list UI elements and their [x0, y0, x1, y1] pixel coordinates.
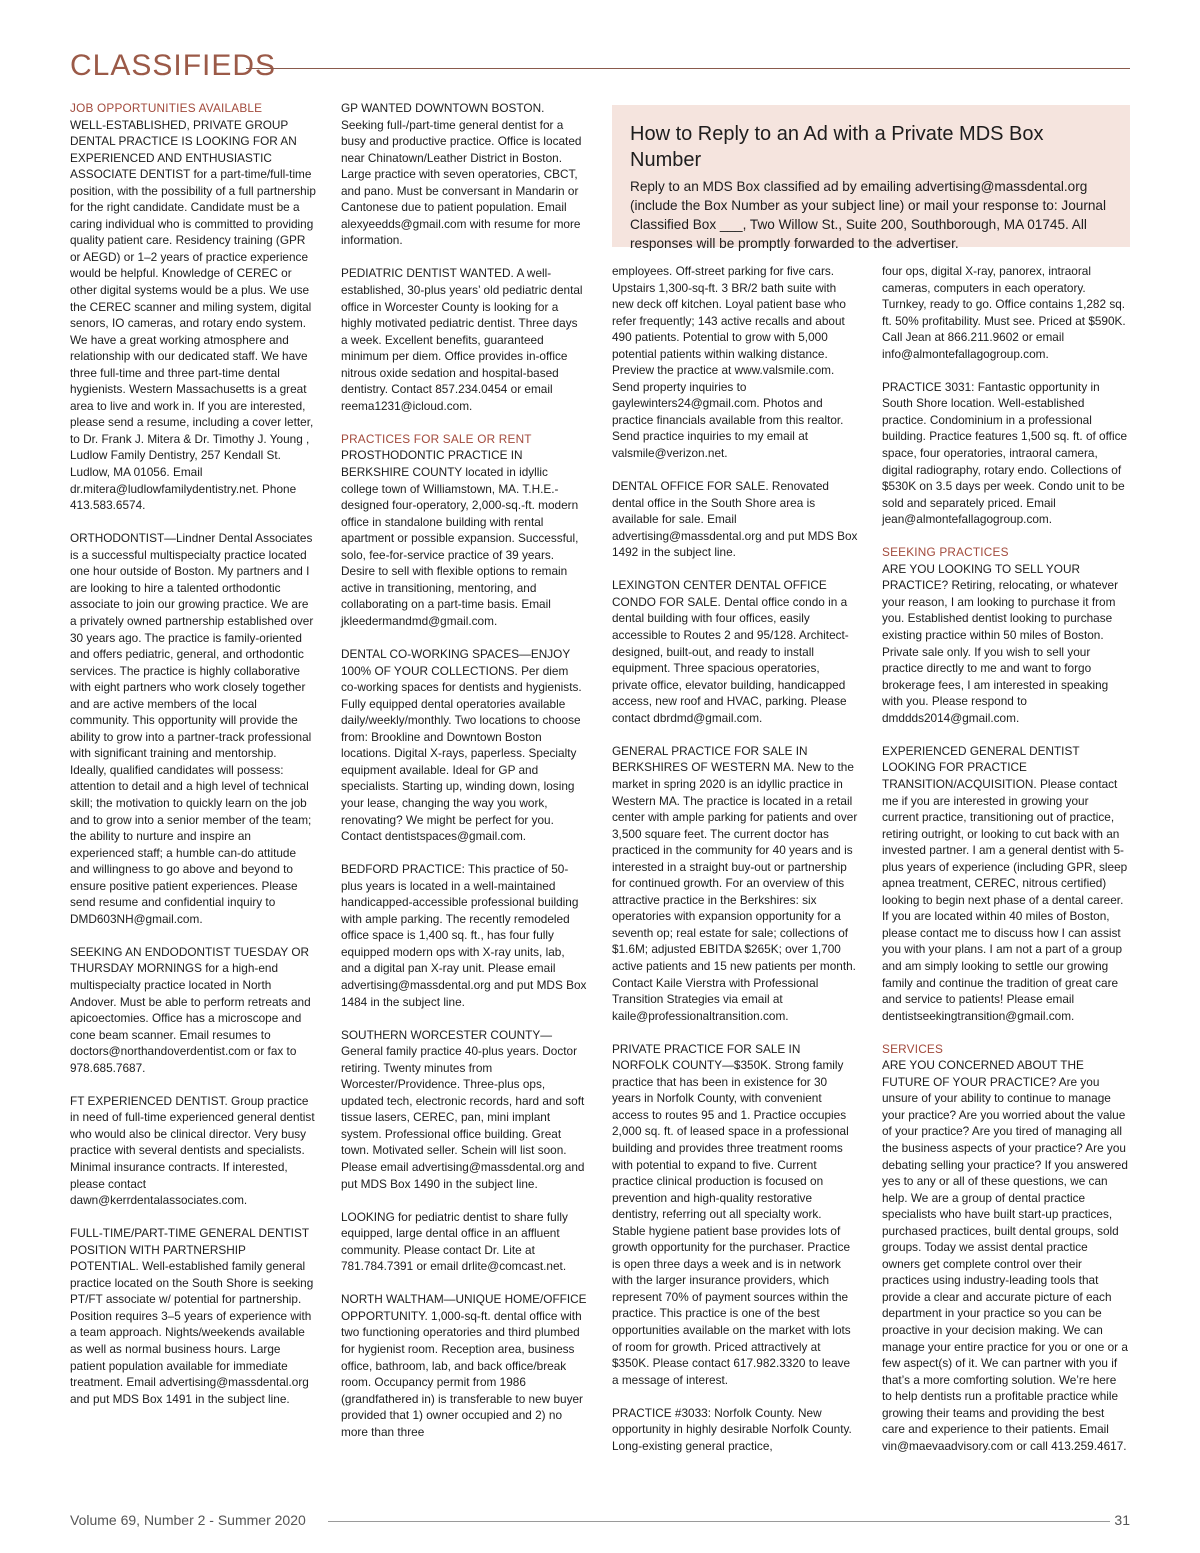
classified-ad: DENTAL OFFICE FOR SALE. Renovated dental office in the South Shore area is available for sale. Email advertising@massdental.org and put MDS Box 1492 in the subject line.	[612, 479, 858, 560]
section-heading: JOB OPPORTUNITIES AVAILABLE	[70, 101, 263, 115]
page-number: 31	[1114, 1512, 1130, 1528]
classified-ad: ARE YOU LOOKING TO SELL YOUR PRACTICE? Retiring, relocating, or whatever your reason, I am looking to purchase it from you. Established dentist looking to purchase existing practice within 50 miles of Boston. Private sale only. If you wish to sell your practice directly to me and want to forgo brokerage fees, I am interested in speaking with you. Please respond to dmddds2014@gmail.com.	[882, 561, 1119, 725]
reply-info-box	[612, 105, 1130, 251]
classified-ad: LOOKING for pediatric dentist to share fully equipped, large dental office in an affluent community. Please contact Dr. Lite at 781.784.7391 or email drlite@comcast.net.	[341, 1209, 568, 1274]
classified-ad: LEXINGTON CENTER DENTAL OFFICE CONDO FOR SALE. Dental office condo in a dental building with four offices, easily accessible to Routes 2 and 95/128. Architect-designed, built-out, and ready to install equipment. Three spacious operatories, private office, elevator building, handicapped access, new roof and HVAC, parking. Please contact dbrdmd@gmail.com.	[612, 578, 849, 725]
classified-ad: four ops, digital X-ray, panorex, intraoral cameras, computers in each operatory. Turnkey, ready to go. Office contains 1,282 sq. ft. 50% profitability. Must see. Priced at $590K. Call Jean at 866.211.9602 or email info@almontefallagogroup.com.	[882, 264, 1126, 361]
section-heading: SEEKING PRACTICES	[882, 545, 1009, 560]
column-3	[612, 263, 858, 1454]
classified-ad: DENTAL CO-WORKING SPACES—ENJOY 100% OF YOUR COLLECTIONS. Per diem co-working spaces for dentists and hygienists. Fully equipped dental operatories available daily/weekly/monthly. Two locations to choose from: Brookline and Downtown Boston locations. Digital X-rays, paperless. Specialty equipment available. Ideal for GP and specialists. Starting up, winding down, losing your lease, changing the way you work, renovating? We might be perfect for you. Contact dentistspaces@gmail.com.	[341, 647, 582, 844]
classified-ad: ARE YOU CONCERNED ABOUT THE FUTURE OF YOUR PRACTICE? Are you unsure of your ability to continue to manage your practice? Are you worried about the value of your practice? Are you tired of managing all the business aspects of your practice? Are you debating selling your practice? If you answered yes to any or all of these questions, we can help. We are a group of dental practice specialists who have built start-up practices, purchased practices, built dental groups, sold groups. Today we assist dental practice owners get complete control over their practices using industry-leading tools that provide a clear and accurate picture of each department in your practice so you can be proactive in your decision making. We can manage your entire practice for you or one or a few aspect(s) of it. We can partner with you if that’s a more comforting solution. We’re here to help dentists run a profitable practice while growing their teams and providing the best care and experience to their patients. Email vin@maevaadvisory.com or call 413.259.4617.	[882, 1058, 1128, 1453]
classified-ad: SOUTHERN WORCESTER COUNTY—General family practice 40-plus years. Doctor retiring. Twenty minutes from Worcester/Providence. Three-plus ops, updated tech, electronic records, hard and soft tissue lasers, CEREC, pan, mini implant system. Professional office building. Great town. Motivated seller. Schein will list soon. Please email advertising@massdental.org and put MDS Box 1490 in the subject line.	[341, 1027, 585, 1191]
classified-ad: BEDFORD PRACTICE: This practice of 50-plus years is located in a well-maintained handicapped-accessible professional building with ample parking. The recently remodeled office space is 1,400 sq. ft., has four fully equipped modern ops with X-ray units, lab, and a digital pan X-ray unit. Please email advertising@massdental.org and put MDS Box 1484 in the subject line.	[341, 862, 587, 1009]
classified-ad: PROSTHODONTIC PRACTICE IN BERKSHIRE COUNTY located in idyllic college town of Williamstown, MA. T.H.E.-designed four-operatory, 2,000-sq.-ft. modern office in standalone building with rental apartment or possible expansion. Successful, solo, fee-for-service practice of 39 years. Desire to sell with flexible options to remain active in transitioning, mentoring, and collaborating on a part-time basis. Email jkleedermandmd@gmail.com.	[341, 448, 579, 628]
header-divider	[246, 68, 1130, 69]
section-heading: SERVICES	[882, 1041, 944, 1056]
page-title: CLASSIFIEDS	[70, 49, 277, 82]
classified-ad: EXPERIENCED GENERAL DENTIST LOOKING FOR PRACTICE TRANSITION/ACQUISITION. Please contact me if you are interested in growing your current practice, transitioning out of practice, retiring outright, or looking to cut back with an invested partner. I am a general dentist with 5-plus years of experience (including GPR, sleep apnea treatment, CEREC, nitrous certified) looking to begin next phase of a dental career. If you are located within 40 miles of Boston, please contact me to discuss how I can assist you with your plans. I am not a part of a group and am simply looking to settle our growing family and continue the tradition of great care and service to patients! Please email dentistseekingtransition@gmail.com.	[882, 743, 1128, 1023]
classified-ad: NORTH WALTHAM—UNIQUE HOME/OFFICE OPPORTUNITY. 1,000-sq-ft. dental office with two functioning operatories and third plumbed for hygienist room. Reception area, business office, bathroom, lab, and back office/break room. Occupancy permit from 1986 (grandfathered in) is transferable to new buyer provided that 1) owner occupied and 2) no more than three	[341, 1292, 587, 1439]
classified-ad: PRACTICE #3033: Norfolk County. New opportunity in highly desirable Norfolk County. Long-existing general practice,	[612, 1405, 852, 1453]
classified-ad: employees. Off-street parking for five cars. Upstairs 1,300-sq-ft. 3 BR/2 bath suite with new deck off kitchen. Loyal patient base who refer frequently; 143 active recalls and about 490 patients. Potential to grow with 5,000 potential patients within walking distance. Preview the practice at www.valsmile.com. Send property inquiries to gaylewinters24@gmail.com. Photos and practice financials available from this realtor. Send practice inquiries to my email at valsmile@verizon.net.	[612, 264, 846, 461]
reply-box-body: Reply to an MDS Box classified ad by emailing advertising@massdental.org (include the Box Number as your subject line) or mail your response to: Journal Classified Box ___, Two Willow St., Suite 200, Southborough, MA 01745. All responses will be promptly forwarded to the advertiser.	[630, 179, 1107, 251]
column-1	[70, 100, 316, 1407]
reply-box-title: How to Reply to an Ad with a Private MDS Box Number	[630, 123, 1044, 171]
column-4	[882, 263, 1128, 1454]
footer-divider	[328, 1521, 1110, 1522]
column-2	[341, 100, 587, 1440]
classified-ad: ORTHODONTIST—Lindner Dental Associates is a successful multispecialty practice located one hour outside of Boston. My partners and I are looking to hire a talented orthodontic associate to join our growing practice. We are a privately owned partnership established over 30 years ago. The practice is family-oriented and offers pediatric, general, and orthodontic services. The practice is highly collaborative with eight partners who work closely together and are active members of the local community. This opportunity will provide the ability to grow into a partner-track professional with significant training and mentorship. Ideally, qualified candidates will possess: attention to detail and a high level of technical skill; the motivation to quickly learn on the job and to grow into a senior member of the team; the ability to nurture and inspire an experienced staff; a humble can-do attitude and willingness to go above and beyond to ensure positive patient experiences. Please send resume and confidential inquiry to DMD603NH@gmail.com.	[70, 531, 314, 926]
classified-ad: GENERAL PRACTICE FOR SALE IN BERKSHIRES OF WESTERN MA. New to the market in spring 2020 is an idyllic practice in Western MA. The practice is located in a retail center with ample parking for patients and over 3,500 square feet. The current doctor has practiced in the community for 40 years and is interested in a straight buy-out or partnership for continued growth. For an overview of this attractive practice in the Berkshires: six operatories with expansion opportunity for a seventh op; real estate for sale; collections of $1.6M; adjusted EBITDA $265K; over 1,700 active patients and 15 new patients per month. Contact Kaile Vierstra with Professional Transition Strategies via email at kaile@professionaltransition.com.	[612, 743, 858, 1023]
classified-ad: PRACTICE 3031: Fantastic opportunity in South Shore location. Well-established practice. Condominium in a professional building. Practice features 1,500 sq. ft. of office space, four operatories, intraoral camera, digital radiography, rotary endo. Collections of $530K on 3.5 days per week. Condo unit to be sold and separately priced. Email jean@almontefallagogroup.com.	[882, 379, 1128, 527]
classified-ad: FT EXPERIENCED DENTIST. Group practice in need of full-time experienced general dentist who would also be clinical director. Very busy practice with several dentists and specialists. Minimal insurance contracts. If interested, please contact dawn@kerrdentalassociates.com.	[70, 1093, 315, 1208]
classified-ad: FULL-TIME/PART-TIME GENERAL DENTIST POSITION WITH PARTNERSHIP POTENTIAL. Well-established family general practice located on the South Shore is seeking PT/FT associate w/ potential for partnership. Position requires 3–5 years of experience with a team approach. Nights/weekends available as well as normal business hours. Large patient population available for immediate treatment. Email advertising@massdental.org and put MDS Box 1491 in the subject line.	[70, 1226, 314, 1406]
section-heading: PRACTICES FOR SALE OR RENT	[341, 431, 532, 446]
classified-ad: PRIVATE PRACTICE FOR SALE IN NORFOLK COUNTY—$350K. Strong family practice that has been in existence for 30 years in Norfolk County, with convenient access to routes 95 and 1. Practice occupies 2,000 sq. ft. of leased space in a professional building and provides three treatment rooms with potential to expand to five. Current practice clinical production is focused on prevention and high-quality restorative dentistry, referring out all specialty work. Stable hygiene patient base provides lots of growth opportunity for the purchaser. Practice is open three days a week and is in network with the larger insurance providers, which represent 70% of payment sources within the practice. This practice is one of the best opportunities available on the market with lots of room for growth. Priced attractively at $350K. Please contact 617.982.3320 to leave a message of interest.	[612, 1041, 851, 1387]
classified-ad: WELL-ESTABLISHED, PRIVATE GROUP DENTAL PRACTICE IS LOOKING FOR AN EXPERIENCED AND ENTHUSIASTIC ASSOCIATE DENTIST for a part-time/full-time position, with the possibility of a full partnership for the right candidate. Candidate must be a caring individual who is committed to providing quality patient care. Residency training (GPR or AEGD) or 1–2 years of practice experience would be helpful. Knowledge of CEREC or other digital systems would be a plus. We use the CEREC scanner and miling system, digital senors, IO cameras, and rotary endo system. We have a great working atmosphere and relationship with our dedicated staff. We have three full-time and three part-time dental hygienists. Western Massachusetts is a great area to live and work in. If you are interested, please send a resume, including a cover letter, to Dr. Frank J. Mitera & Dr. Timothy J. Young , Ludlow Family Dentistry, 257 Kendall St. Ludlow, MA 01056. Email dr.mitera@ludlowfamilydentistry.net. Phone 413.583.6574.	[70, 117, 316, 513]
classified-ad: SEEKING AN ENDODONTIST TUESDAY OR THURSDAY MORNINGS for a high-end multispecialty practice located in North Andover. Must be able to perform retreats and apicoectomies. Office has a microscope and cone beam scanner. Email resumes to doctors@northandoverdentist.com or fax to 978.685.7687.	[70, 944, 311, 1075]
footer-volume: Volume 69, Number 2 - Summer 2020	[70, 1512, 306, 1528]
classified-ad: GP WANTED DOWNTOWN BOSTON. Seeking full-/part-time general dentist for a busy and productive practice. Office is located near Chinatown/Leather District in Boston. Large practice with seven operatories, CBCT, and pano. Must be conversant in Mandarin or Cantonese due to patient population. Email alexyeedds@gmail.com with resume for more information.	[341, 101, 582, 248]
classified-ad: PEDIATRIC DENTIST WANTED. A well-established, 30-plus years’ old pediatric dental office in Worcester County is looking for a highly motivated pediatric dentist. Three days a week. Excellent benefits, guaranteed minimum per diem. Office provides in-office nitrous oxide sedation and hospital-based dentistry. Contact 857.234.0454 or email reema1231@icloud.com.	[341, 266, 583, 413]
